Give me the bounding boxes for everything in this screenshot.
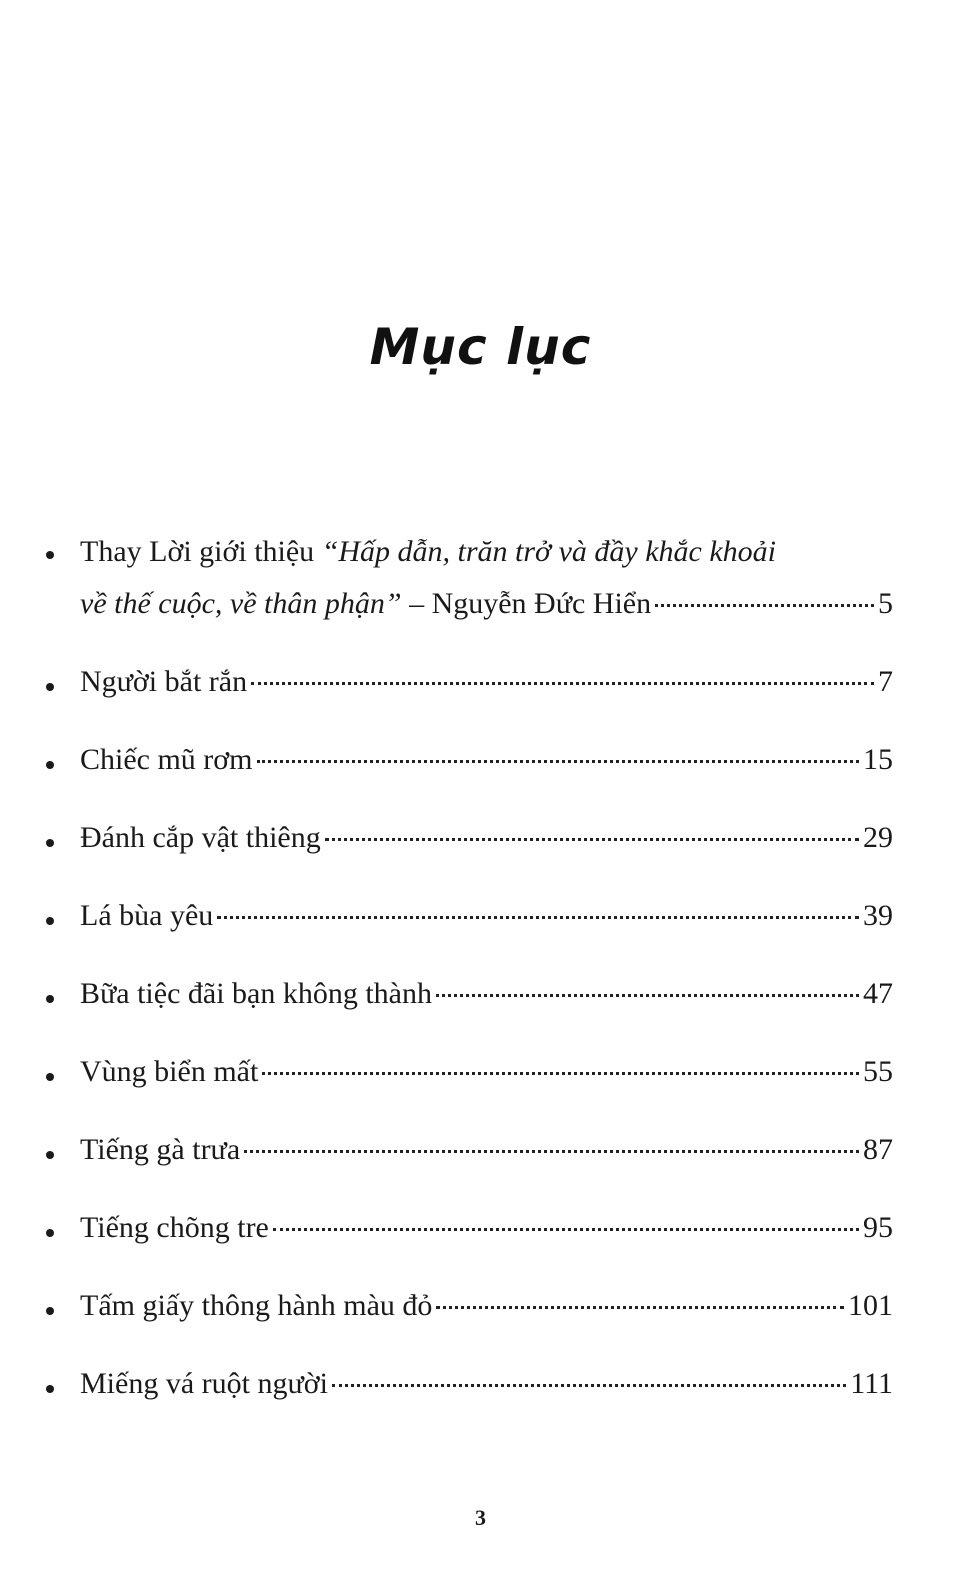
- toc-entry[interactable]: [80, 898, 893, 934]
- dot-leader: [251, 682, 874, 685]
- bullet: [46, 839, 54, 847]
- toc-entry[interactable]: [80, 664, 893, 700]
- toc-entry-page: 29: [863, 821, 893, 854]
- toc-entry-title: Chiếc mũ rơm: [80, 743, 253, 776]
- toc-entry[interactable]: [80, 820, 893, 856]
- toc-entry-page: 95: [863, 1211, 893, 1244]
- dot-leader: [436, 1306, 844, 1309]
- bullet: [46, 1229, 54, 1237]
- toc-entry-title: Đánh cắp vật thiêng: [80, 821, 321, 854]
- intro-page-number: 5: [878, 587, 893, 620]
- dot-leader: [325, 838, 859, 841]
- toc-entry-title: Miếng vá ruột người: [80, 1367, 328, 1400]
- toc-entry[interactable]: [80, 1132, 893, 1168]
- intro-quote-line-2: về thế cuộc, về thân phận”: [80, 587, 402, 620]
- page-title: Mục lục: [369, 318, 592, 376]
- bullet: [46, 1385, 54, 1393]
- bullet: [46, 995, 54, 1003]
- toc-entry[interactable]: [80, 1288, 893, 1324]
- bullet: [46, 1073, 54, 1081]
- toc-entry-title: Vùng biển mất: [80, 1055, 259, 1088]
- toc-entry-title: Tiếng chõng tre: [80, 1211, 269, 1244]
- dot-leader: [332, 1384, 846, 1387]
- intro-quote-line-1: “Hấp dẫn, trăn trở và đầy khắc khoải: [321, 535, 776, 568]
- page-number: 3: [475, 1505, 486, 1530]
- toc-entry[interactable]: [80, 976, 893, 1012]
- dot-leader: [436, 994, 859, 997]
- toc-entry-page: 7: [878, 665, 893, 698]
- toc-entry[interactable]: [80, 1210, 893, 1246]
- toc-entry-title: Người bắt rắn: [80, 665, 248, 698]
- toc-entry-page: 55: [863, 1055, 893, 1088]
- bullet: [46, 917, 54, 925]
- toc-entry-title: Tấm giấy thông hành màu đỏ: [80, 1289, 433, 1322]
- bullet: [46, 1151, 54, 1159]
- dot-leader: [217, 916, 859, 919]
- bullet: [46, 683, 54, 691]
- bullet: [46, 761, 54, 769]
- intro-entry-text: [80, 586, 651, 622]
- toc-entry[interactable]: [80, 742, 893, 778]
- dot-leader: [262, 1072, 859, 1075]
- toc-entry-title: Tiếng gà trưa: [80, 1133, 241, 1166]
- intro-author: – Nguyễn Đức Hiển: [401, 587, 652, 620]
- toc-entry-page: 87: [863, 1133, 893, 1166]
- bullet: [46, 551, 54, 559]
- toc-entry[interactable]: [80, 1366, 893, 1402]
- dot-leader: [244, 1150, 859, 1153]
- intro-entry-line-2[interactable]: [80, 586, 893, 622]
- toc-entry-title: Bữa tiệc đãi bạn không thành: [80, 977, 433, 1010]
- toc-entry-page: 39: [863, 899, 893, 932]
- toc-entry-page: 111: [850, 1367, 893, 1400]
- intro-prefix: Thay Lời giới thiệu: [80, 535, 322, 568]
- dot-leader: [273, 1228, 859, 1231]
- toc-entry[interactable]: [80, 1054, 893, 1090]
- toc-entry-page: 101: [848, 1289, 893, 1322]
- dot-leader: [655, 604, 874, 607]
- toc-entry-page: 15: [863, 743, 893, 776]
- intro-entry-line-1: [80, 534, 893, 570]
- bullet: [46, 1307, 54, 1315]
- toc-entry-title: Lá bùa yêu: [80, 899, 214, 932]
- toc-entry-page: 47: [863, 977, 893, 1010]
- dot-leader: [257, 760, 860, 763]
